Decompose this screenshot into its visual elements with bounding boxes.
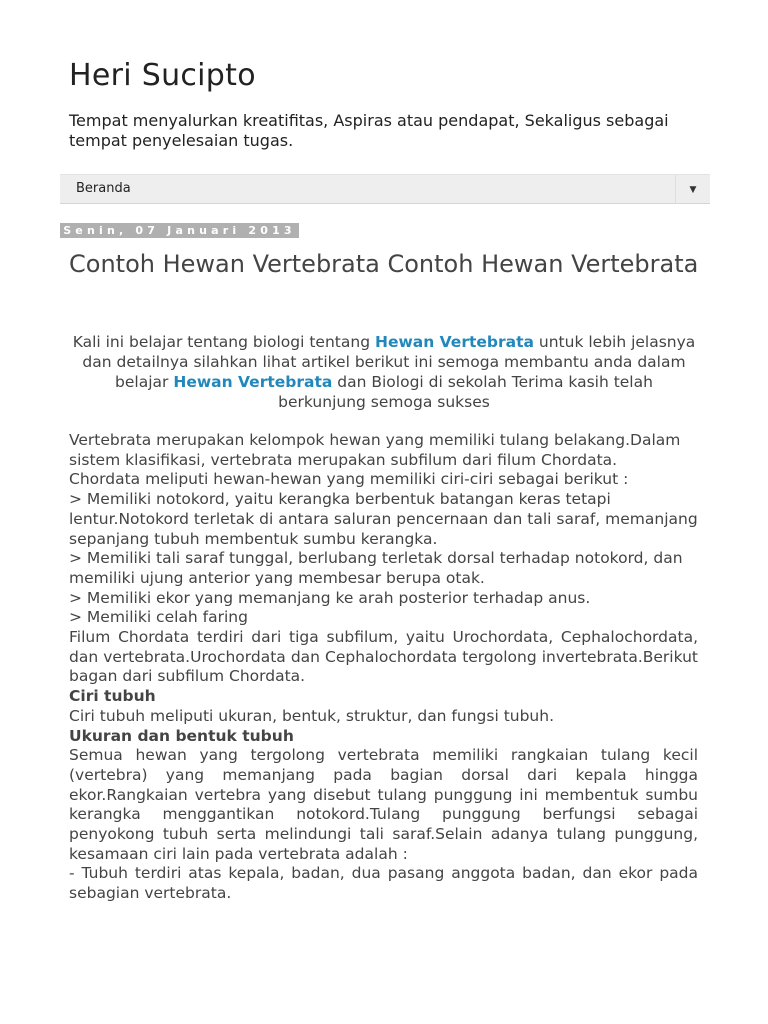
dropdown-arrow-icon[interactable]: ▼ [675, 175, 710, 203]
paragraph-chordata-intro: Chordata meliputi hewan-hewan yang memiliki ciri-ciri sebagai berikut : [69, 470, 629, 489]
post-title: Contoh Hewan Vertebrata Contoh Hewan Vertebrata [69, 250, 699, 278]
hewan-vertebrata-link-1[interactable]: Hewan Vertebrata [374, 333, 534, 351]
bullet-ekor: > Memiliki ekor yang memanjang ke arah posterior terhadap anus. [69, 588, 591, 607]
post-intro [69, 332, 699, 412]
heading-ukuran-bentuk: Ukuran dan bentuk tubuh [69, 726, 294, 745]
intro-text-1: Kali ini belajar tentang biologi tentang [72, 333, 375, 351]
post-date-header: Senin, 07 Januari 2013 [60, 223, 299, 238]
paragraph-tubuh-terdiri: - Tubuh terdiri atas kepala, badan, dua pasang anggota badan, dan ekor pada sebagian vertebrata. [69, 864, 698, 903]
paragraph-definition: Vertebrata merupakan kelompok hewan yang memiliki tulang belakang.Dalam sistem klasifikasi, vertebrata merupakan subfilum dari filum Chordata. [69, 431, 681, 469]
bullet-celah-faring: > Memiliki celah faring [69, 608, 248, 627]
intro-text-2: untuk lebih jelasnya dan detailnya silahkan lihat artikel berikut ini semoga membantu anda dalam belajar [82, 333, 696, 391]
page-select-value[interactable]: Beranda [76, 181, 131, 196]
page-select-dropdown[interactable] [60, 174, 710, 204]
paragraph-ciri-tubuh: Ciri tubuh meliputi ukuran, bentuk, struktur, dan fungsi tubuh. [69, 706, 555, 725]
blog-description: Tempat menyalurkan kreatifitas, Aspiras atau pendapat, Sekaligus sebagai tempat penyelesaian tugas. [69, 111, 669, 150]
bullet-tali-saraf: > Memiliki tali saraf tunggal, berlubang terletak dorsal terhadap notokord, dan memiliki ujung anterior yang membesar berupa otak. [69, 549, 683, 587]
paragraph-subfilum: Filum Chordata terdiri dari tiga subfilum, yaitu Urochordata, Cephalochordata, dan vertebrata.Urochordata dan Cephalochordata tergolong invertebrata.Berikut bagan dari subfilum Chordata. [69, 628, 698, 686]
paragraph-ukuran-bentuk: Semua hewan yang tergolong vertebrata memiliki rangkaian tulang kecil (vertebra) yang memanjang pada bagian dorsal dari kepala hingga ekor.Rangkaian vertebra yang disebut tulang punggung ini membentuk sumbu kerangka menggantikan notokord.Tulang punggung berfungsi sebagai penyokong tubuh serta melindungi tali saraf.Selain adanya tulang punggung, kesamaan ciri lain pada vertebrata adalah : [69, 746, 698, 863]
heading-ciri-tubuh: Ciri tubuh [69, 687, 156, 706]
intro-text-3: dan Biologi di sekolah Terima kasih telah berkunjung semoga sukses [278, 373, 653, 411]
blog-title[interactable]: Heri Sucipto [69, 58, 256, 93]
bullet-notokord: > Memiliki notokord, yaitu kerangka berbentuk batangan keras tetapi lentur.Notokord terletak di antara saluran pencernaan dan tali saraf, memanjang sepanjang tubuh membentuk sumbu kerangka. [69, 490, 698, 548]
post-body [69, 431, 698, 904]
hewan-vertebrata-link-2[interactable]: Hewan Vertebrata [173, 373, 333, 391]
